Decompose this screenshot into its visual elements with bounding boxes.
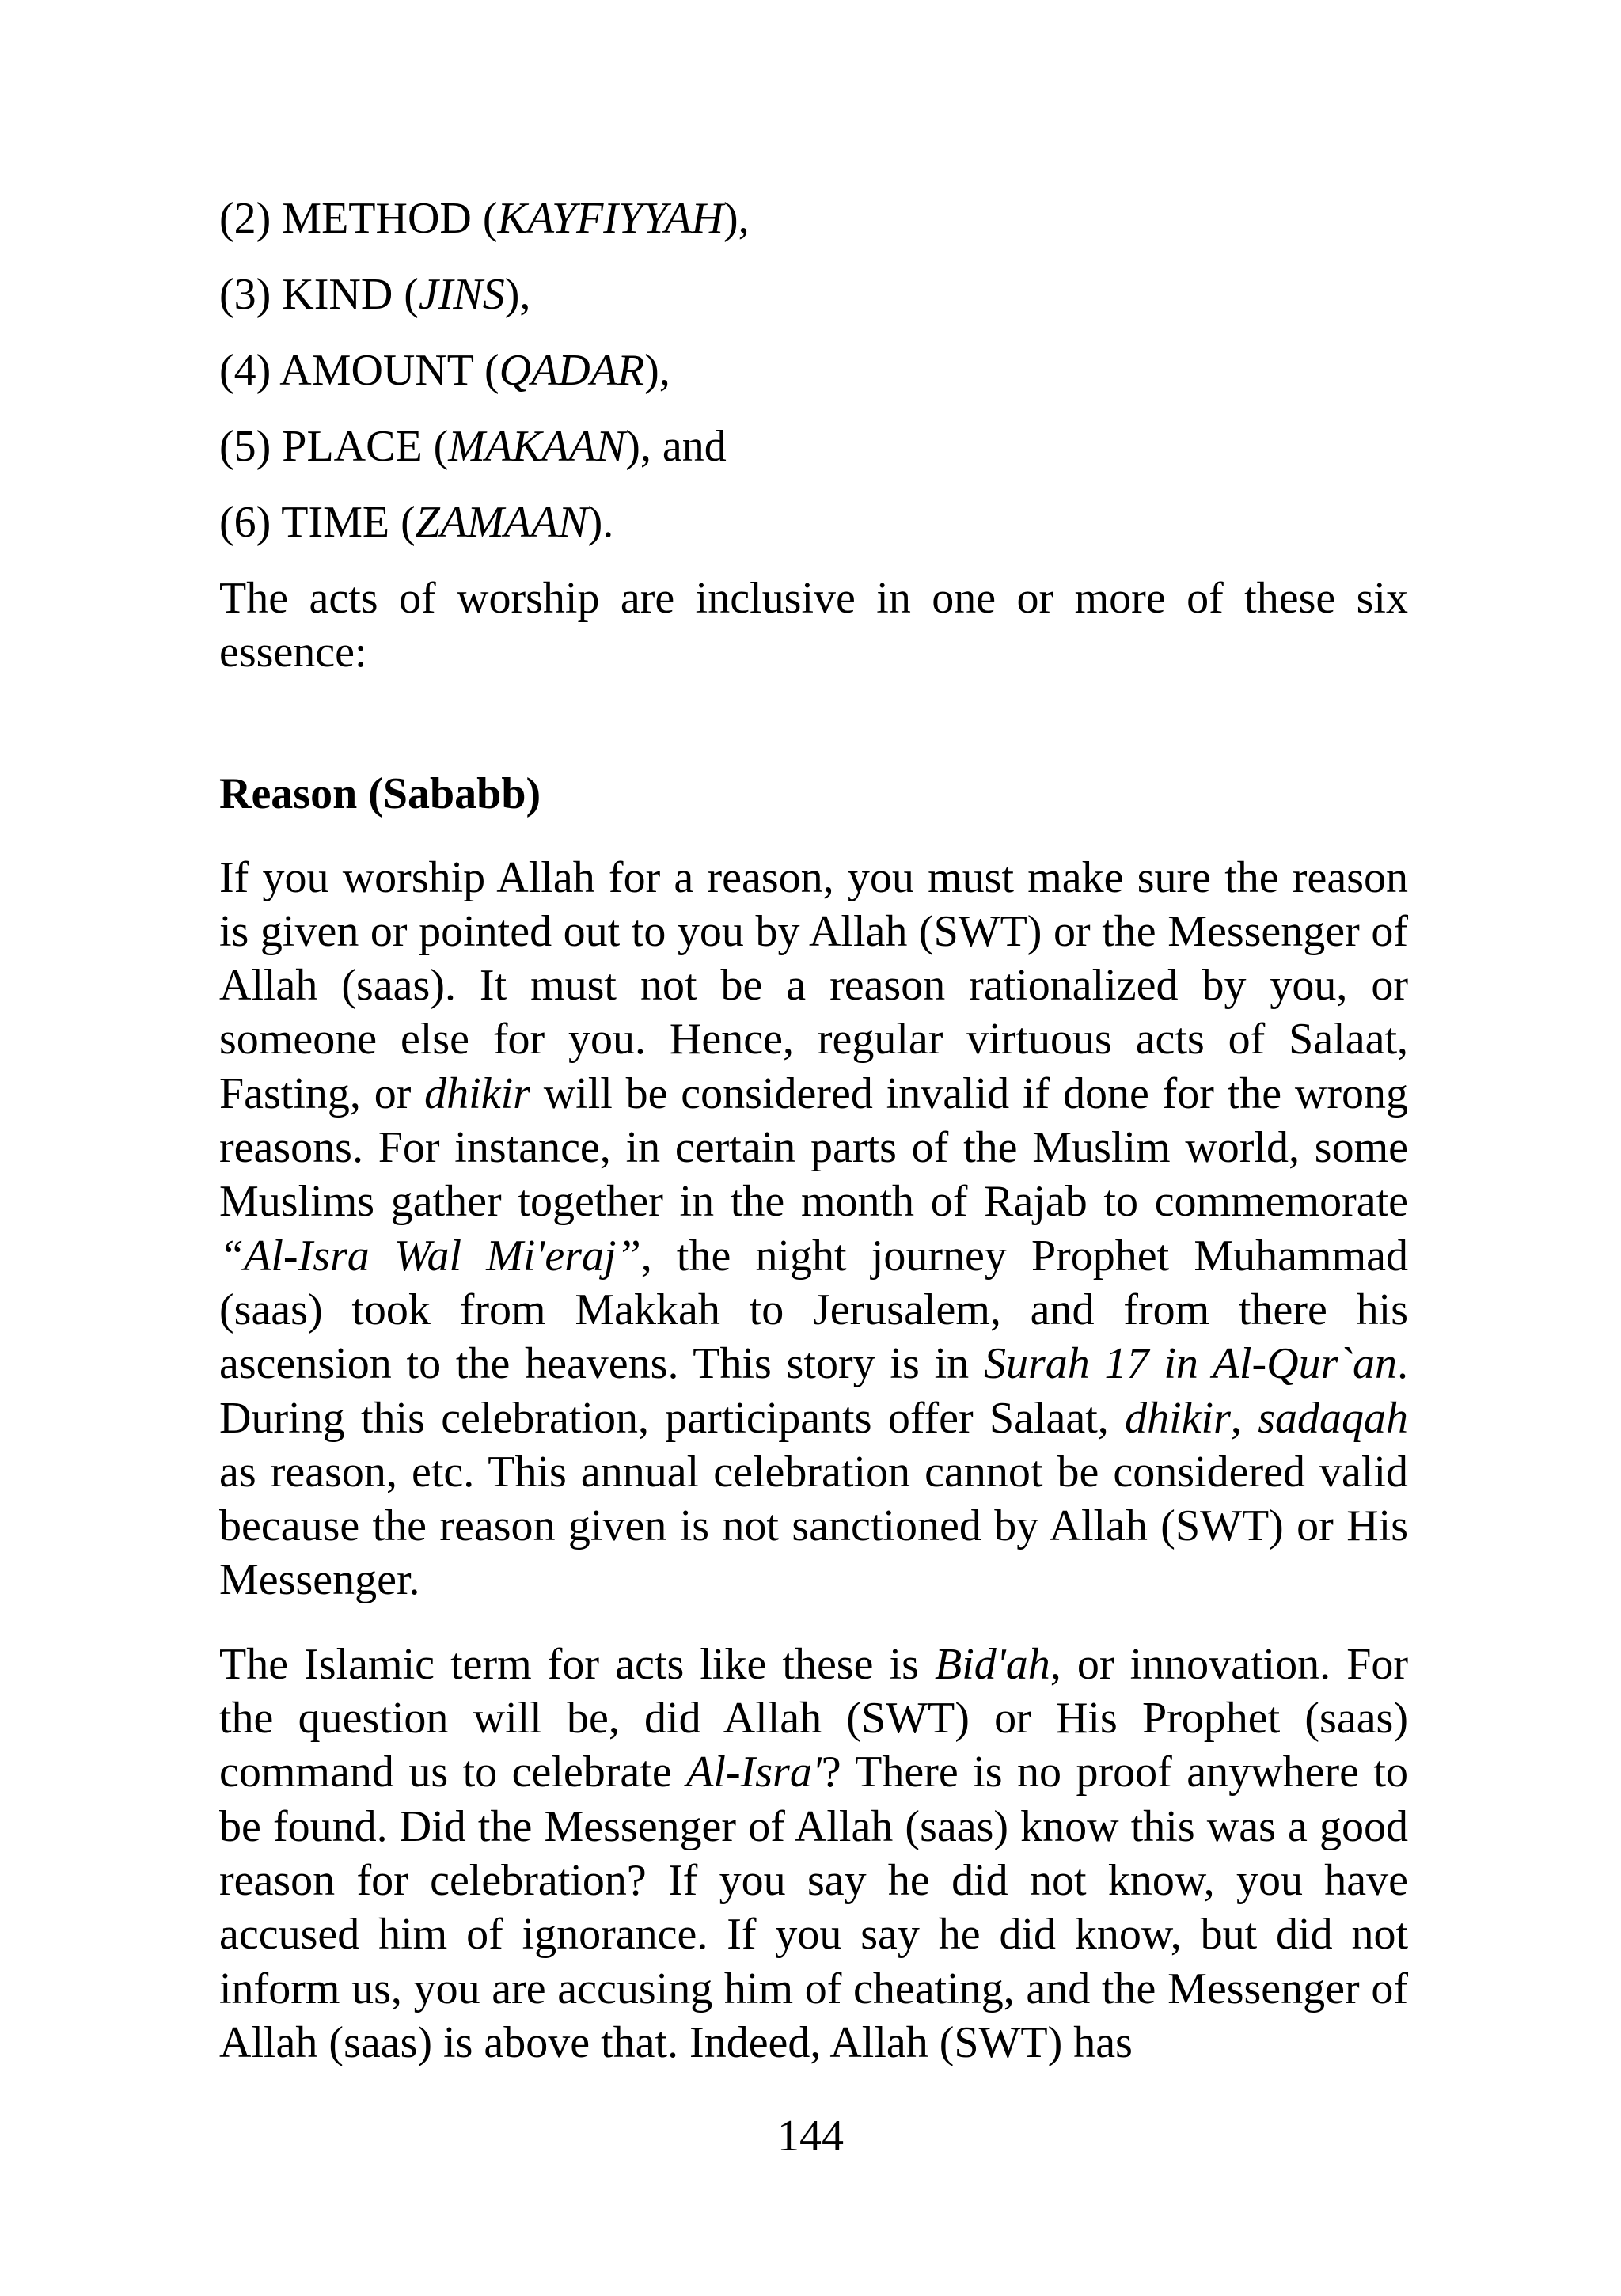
list-item-text: (2) METHOD (: [219, 194, 498, 243]
intro-paragraph: The acts of worship are inclusive in one or more of these six essence:: [219, 574, 1408, 677]
list-item-term: ZAMAAN: [415, 498, 588, 547]
list-item-kind: [219, 268, 1408, 321]
section-heading: Reason (Sababb): [219, 768, 541, 818]
list-item-text: ),: [504, 270, 531, 319]
list-item-text: ),: [723, 194, 750, 243]
list-item-text: (5) PLACE (: [219, 422, 449, 471]
list-item-text: (6) TIME (: [219, 498, 416, 547]
list-item-text: ).: [587, 498, 614, 547]
list-item-term: JINS: [418, 270, 505, 319]
page-content: [219, 192, 1408, 2070]
list-item-text: (4) AMOUNT (: [219, 346, 499, 395]
list-item-amount: [219, 343, 1408, 397]
page-number: 144: [777, 2112, 844, 2161]
list-item-place: [219, 419, 1408, 473]
body-paragraph-1: If you worship Allah for a reason, you must make sure the reason is given or pointed out to you by Allah (SWT) or the Messenger of Allah (saas). It must not be a reason rationalized by you, or someone else for you. Hence, regular virtuous acts of Salaat, Fasting, or dhikir will be considered invalid if done for the wrong reasons. For instance, in certain parts of the Muslim world, some Muslims gather together in the month of Rajab to commemorate “Al-Isra Wal Mi'eraj”, the night journey Prophet Muhammad (saas) took from Makkah to Jerusalem, and from there his ascension to the heavens. This story is in Surah 17 in Al-Qur`an. During this celebration, participants offer Salaat, dhikir, sadaqah as reason, etc. This annual celebration cannot be considered valid because the reason given is not sanctioned by Allah (SWT) or His Messenger.: [219, 852, 1409, 1605]
list-item-term: KAYFIYYAH: [497, 194, 723, 243]
list-item-term: QADAR: [499, 346, 645, 395]
list-item-time: [219, 495, 1408, 549]
list-item-text: ),: [644, 346, 670, 395]
body-paragraph-2: The Islamic term for acts like these is Bid'ah, or innovation. For the question will be, did Allah (SWT) or His Prophet (saas) command us to celebrate Al-Isra'? There is no proof anywhere to be found. Did the Messenger of Allah (saas) know this was a good reason for celebration? If you say he did not know, you have accused him of ignorance. If you say he did know, but did not inform us, you are accusing him of cheating, and the Messenger of Allah (saas) is above that. Indeed, Allah (SWT) has: [219, 1639, 1408, 2067]
list-item-method: [219, 192, 1408, 245]
list-item-text: (3) KIND (: [219, 270, 419, 319]
list-item-term: MAKAAN: [448, 422, 626, 471]
list-item-text: ), and: [625, 422, 727, 471]
